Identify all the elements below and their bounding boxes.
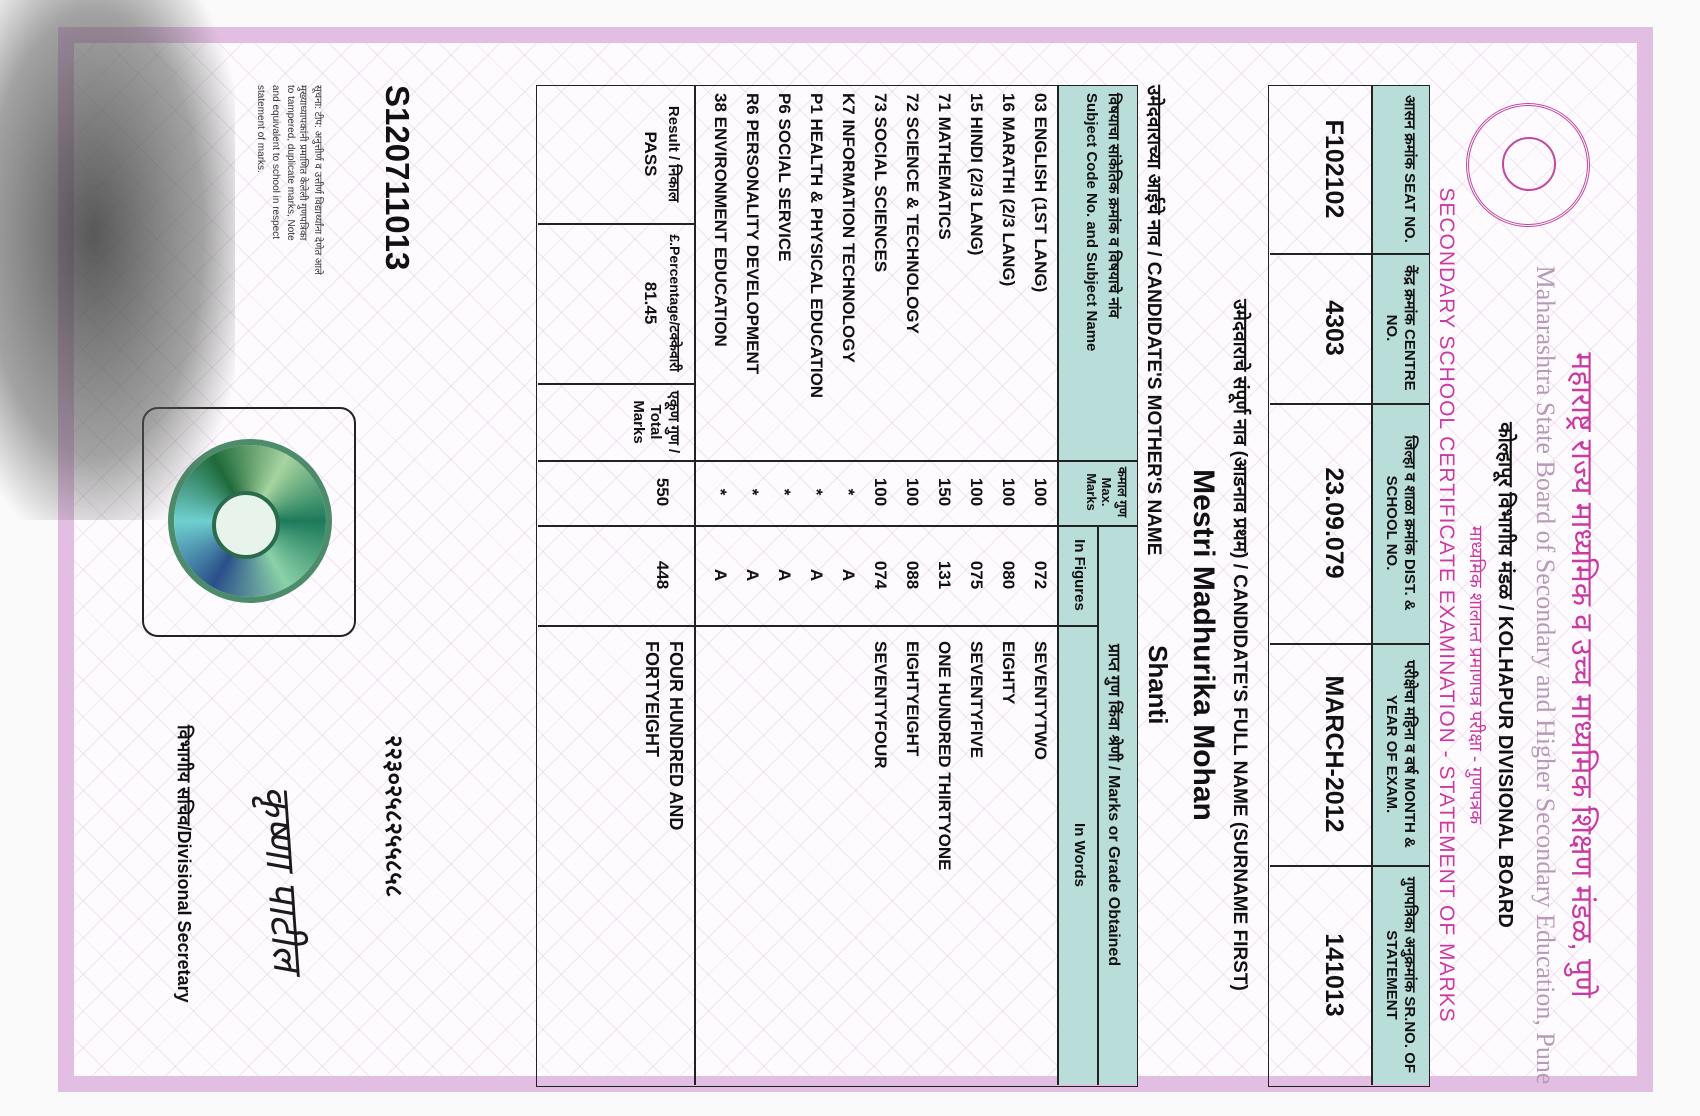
certificate-english: SECONDARY SCHOOL CERTIFICATE EXAMINATION - STATEMENT OF MARKS [1434,186,1458,1023]
total-words-line2: FORTYEIGHT [641,640,662,757]
subject-name: 73 SOCIAL SCIENCES [870,92,890,272]
mother-name: Shanti [1142,644,1173,724]
marks-figures: A [742,568,762,581]
month-year: MARCH-2012 [1319,675,1348,832]
board-title-english: Maharashtra State Board of Secondary and Higher Secondary Education, Pune [1530,265,1560,1084]
subject-name: 71 MATHEMATICS [934,92,954,240]
max-marks: 150 [934,477,954,506]
subject-name: 16 MARATHI (2/3 LANG) [998,92,1018,286]
max-marks-header: कमाल गुण Max. Marks [1083,466,1130,517]
obtained-header: प्राप्त गुण किंवा श्रेणी / Marks or Grade Obtained [1104,643,1122,966]
subject-name: K7 INFORMATION TECHNOLOGY [838,92,858,363]
note-line4: and equivalent to school in respect [269,84,281,239]
subject-name: P1 HEALTH & PHYSICAL EDUCATION [806,92,826,398]
note-line1: सूचना: टीप: अनुत्तीर्ण व उत्तीर्ण विद्यार्थ्यांना देणेत आले [311,84,323,275]
statement-no: 141013 [1319,932,1348,1017]
divisional-secretary: विभागीय सचिव/Divisional Secretary [173,724,194,1003]
words-header: In Words [1070,822,1088,887]
mother-name-label: उमेदवाराच्या आईचे नाव / CANDIDATE'S MOTHER'S NAME [1142,84,1164,555]
marks-figures: 074 [870,560,890,589]
emblem-inner-icon [1502,137,1556,191]
centre-no-label: केंद्र क्रमांक CENTRE NO. [1382,264,1418,391]
photo-shadow [0,0,235,520]
marksheet [58,27,1653,1092]
divisional-board: कोल्हापूर विभागीय मंडळ / KOLHAPUR DIVISIONAL BOARD [1493,421,1516,928]
total-obtained: 448 [652,560,672,589]
signature: कृष्णा पाटील [251,783,310,973]
total-words-line1: FOUR HUNDRED AND [665,640,686,830]
marks-figures: 072 [1030,560,1050,589]
marksheet-content [96,84,1616,1084]
marks-figures: 080 [998,560,1018,589]
marks-words: EIGHTYEIGHT [902,640,922,756]
note-line5: statement of marks. [254,84,266,173]
max-marks: * [806,488,826,495]
statement-no-label: गुणपत्रिका अनुक्रमांक SR.NO. OF STATEMENT [1382,876,1418,1073]
subject-name: P6 SOCIAL SERVICE [774,92,794,261]
max-marks: 100 [998,477,1018,506]
percentage-label: £.Percentage/टक्केवारी [666,233,683,372]
marks-figures: 131 [934,560,954,589]
marks-figures: A [774,568,794,581]
subject-header: Subject Code No. and Subject Name [1082,92,1100,351]
note-line3: to tampered, duplicate marks, Note [284,84,296,241]
centre-no: 4303 [1319,299,1348,356]
marks-words: SEVENTYTWO [1030,640,1050,760]
marks-words: EIGHTY [998,640,1018,704]
full-name-label: उमेदवाराचे संपूर्ण नाव (आडनाव प्रथम) / CANDIDATE'S FULL NAME (SURNAME FIRST) [1228,298,1250,991]
full-name: Mestri Madhurika Mohan [1186,468,1220,821]
month-year-label: परीक्षेचा महिना व वर्ष MONTH & YEAR OF EXAM. [1382,659,1418,848]
subject-name: 15 HINDI (2/3 LANG) [966,92,986,255]
seat-no: F102102 [1319,119,1348,218]
marks-figures: 088 [902,560,922,589]
note-line2: मुख्याध्यापकांनी प्रमाणित केलेली गुणपत्रिका [296,84,308,240]
certificate-no: S120711013 [378,84,416,270]
seat-no-label: आसन क्रमांक SEAT NO. [1400,94,1418,243]
marks-figures: A [710,568,730,581]
marks-words: SEVENTYFIVE [966,640,986,758]
max-marks: 100 [902,477,922,506]
max-marks: 100 [966,477,986,506]
marks-words: ONE HUNDRED THIRTYONE [934,640,954,871]
max-marks: * [710,488,730,495]
marks-figures: A [838,568,858,581]
max-marks: * [838,488,858,495]
certificate-marathi: माध्यमिक शालान्त प्रमाणपत्र परीक्षा - गुणपत्रक [1465,525,1486,824]
result-label: Result / निकाल [664,105,682,202]
result: PASS [640,130,660,177]
max-marks: 100 [870,477,890,506]
serial-marathi: २२३०२५८२५५८५८ [379,734,407,897]
dist-school-label: जिल्हा व शाळा क्रमांक DIST. & SCHOOL NO. [1382,434,1418,611]
subject-name: 72 SCIENCE & TECHNOLOGY [902,92,922,334]
subject-name: 03 ENGLISH (1ST LANG) [1030,92,1050,292]
total-max: 550 [652,477,672,506]
percentage: 81.45 [640,281,660,324]
max-marks: * [742,488,762,495]
subject-header-marathi: विषयाचा सांकेतिक क्रमांक व विषयाचे नांव [1104,92,1122,318]
subject-name: 38 ENVIRONMENT EDUCATION [710,92,730,347]
figures-header: In Figures [1070,538,1088,611]
marks-figures: A [806,568,826,581]
total-label: एकूण गुण / Total Marks [629,390,682,453]
board-title-marathi: महाराष्ट्र राज्य माध्यमिक व उच्च माध्यमिक शिक्षण मंडळ, पुणे [1564,351,1598,998]
max-marks: * [774,488,794,495]
subject-name: R6 PERSONALITY DEVELOPMENT [742,92,762,374]
marks-figures: 075 [966,560,986,589]
marks-words: SEVENTYFOUR [870,640,890,769]
dist-school-no: 23.09.079 [1319,466,1348,579]
max-marks: 100 [1030,477,1050,506]
